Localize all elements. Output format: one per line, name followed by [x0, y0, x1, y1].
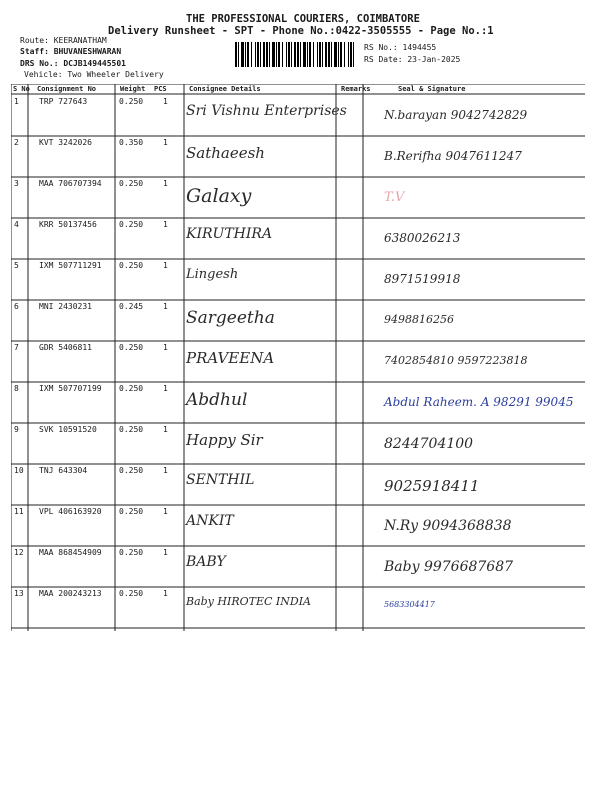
pcs-value: 1 — [163, 548, 168, 557]
signature-handwriting: B.Rerifha 9047611247 — [384, 149, 522, 163]
consignee-handwriting: ANKIT — [186, 513, 234, 529]
weight-value: 0.250 — [119, 466, 144, 475]
row-sno: 9 — [14, 425, 19, 434]
pcs-value: 1 — [163, 425, 168, 434]
pcs-value: 1 — [163, 138, 168, 147]
pcs-value: 1 — [163, 179, 168, 188]
pcs-value: 1 — [163, 97, 168, 106]
company-name: THE PROFESSIONAL COURIERS, COIMBATORE — [186, 13, 420, 25]
signature-handwriting: 7402854810 9597223818 — [384, 354, 528, 367]
signature-handwriting: 6380026213 — [384, 231, 461, 245]
pcs-value: 1 — [163, 343, 168, 352]
weight-value: 0.250 — [119, 548, 144, 557]
row-sno: 11 — [14, 507, 24, 516]
rs-date: RS Date: 23-Jan-2025 — [364, 55, 461, 64]
row-sno: 3 — [14, 179, 19, 188]
pcs-value: 1 — [163, 589, 168, 598]
consignee-handwriting: Sargeetha — [186, 308, 275, 328]
row-sno: 6 — [14, 302, 19, 311]
signature-handwriting: 5683304417 — [384, 600, 435, 609]
weight-value: 0.245 — [119, 302, 144, 311]
signature-handwriting: Baby 9976687687 — [384, 559, 514, 575]
col-remarks: Remarks — [341, 85, 371, 93]
consignment-number: MAA 706707394 — [39, 179, 102, 188]
consignment-number: KVT 3242026 — [39, 138, 92, 147]
consignee-handwriting: Happy Sir — [186, 431, 263, 449]
pcs-value: 1 — [163, 220, 168, 229]
route-label: Route: KEERANATHAM — [20, 36, 107, 45]
consignee-handwriting: Lingesh — [186, 267, 239, 282]
consignee-handwriting: Galaxy — [186, 185, 252, 207]
weight-value: 0.250 — [119, 589, 144, 598]
consignment-number: MAA 200243213 — [39, 589, 102, 598]
consignment-number: IXM 507707199 — [39, 384, 102, 393]
weight-value: 0.250 — [119, 261, 144, 270]
pcs-value: 1 — [163, 302, 168, 311]
consignment-number: SVK 10591520 — [39, 425, 97, 434]
staff-label: Staff: BHUVANESHWARAN — [20, 47, 122, 56]
weight-value: 0.250 — [119, 507, 144, 516]
signature-handwriting: T.V — [384, 190, 405, 205]
consignment-number: GDR 5406811 — [39, 343, 92, 352]
signature-handwriting: N.barayan 9042742829 — [384, 108, 528, 122]
row-sno: 10 — [14, 466, 24, 475]
weight-value: 0.250 — [119, 97, 144, 106]
consignment-number: KRR 50137456 — [39, 220, 97, 229]
weight-value: 0.350 — [119, 138, 144, 147]
signature-handwriting: 9025918411 — [384, 477, 480, 495]
col-pcs: PCS — [154, 85, 167, 93]
consignee-handwriting: Abdhul — [186, 390, 248, 410]
consignee-handwriting: Sathaeesh — [186, 144, 265, 162]
consignment-number: MNI 2430231 — [39, 302, 92, 311]
consignee-handwriting: Sri Vishnu Enterprises — [186, 103, 347, 119]
weight-value: 0.250 — [119, 220, 144, 229]
signature-handwriting: N.Ry 9094368838 — [384, 518, 512, 534]
runsheet-title: Delivery Runsheet - SPT - Phone No.:0422-3505555 - Page No.:1 — [108, 25, 494, 37]
consignee-handwriting: PRAVEENA — [186, 349, 275, 367]
row-sno: 5 — [14, 261, 19, 270]
row-sno: 2 — [14, 138, 19, 147]
consignee-handwriting: SENTHIL — [186, 472, 255, 488]
col-sno: S No — [13, 85, 30, 93]
row-sno: 7 — [14, 343, 19, 352]
consignee-handwriting: KIRUTHIRA — [186, 226, 273, 242]
vehicle-label: Vehicle: Two Wheeler Delivery — [24, 70, 164, 79]
col-consignee: Consignee Details — [189, 85, 261, 93]
row-sno: 12 — [14, 548, 24, 557]
pcs-value: 1 — [163, 507, 168, 516]
pcs-value: 1 — [163, 466, 168, 475]
barcode-image — [235, 42, 357, 67]
row-sno: 4 — [14, 220, 19, 229]
weight-value: 0.250 — [119, 179, 144, 188]
consignment-number: MAA 868454909 — [39, 548, 102, 557]
weight-value: 0.250 — [119, 425, 144, 434]
row-sno: 8 — [14, 384, 19, 393]
consignment-number: TRP 727643 — [39, 97, 88, 106]
row-sno: 13 — [14, 589, 24, 598]
signature-handwriting: Abdul Raheem. A 98291 99045 — [384, 395, 574, 409]
rs-number: RS No.: 1494455 — [364, 43, 437, 52]
signature-handwriting: 8971519918 — [384, 272, 461, 286]
consignment-number: VPL 406163920 — [39, 507, 102, 516]
weight-value: 0.250 — [119, 384, 144, 393]
weight-value: 0.250 — [119, 343, 144, 352]
col-signature: Seal & Signature — [398, 85, 466, 93]
pcs-value: 1 — [163, 261, 168, 270]
col-consignment: Consignment No — [37, 85, 97, 93]
consignment-number: IXM 507711291 — [39, 261, 102, 270]
signature-handwriting: 8244704100 — [384, 436, 474, 452]
row-sno: 1 — [14, 97, 19, 106]
col-weight: Weight — [120, 85, 146, 93]
consignment-number: TNJ 643304 — [39, 466, 88, 475]
pcs-value: 1 — [163, 384, 168, 393]
consignee-handwriting: BABY — [186, 554, 226, 570]
signature-handwriting: 9498816256 — [384, 313, 454, 326]
drs-number: DRS No.: DCJB149445501 — [20, 59, 126, 68]
consignee-handwriting: Baby HIROTEC INDIA — [186, 595, 311, 608]
